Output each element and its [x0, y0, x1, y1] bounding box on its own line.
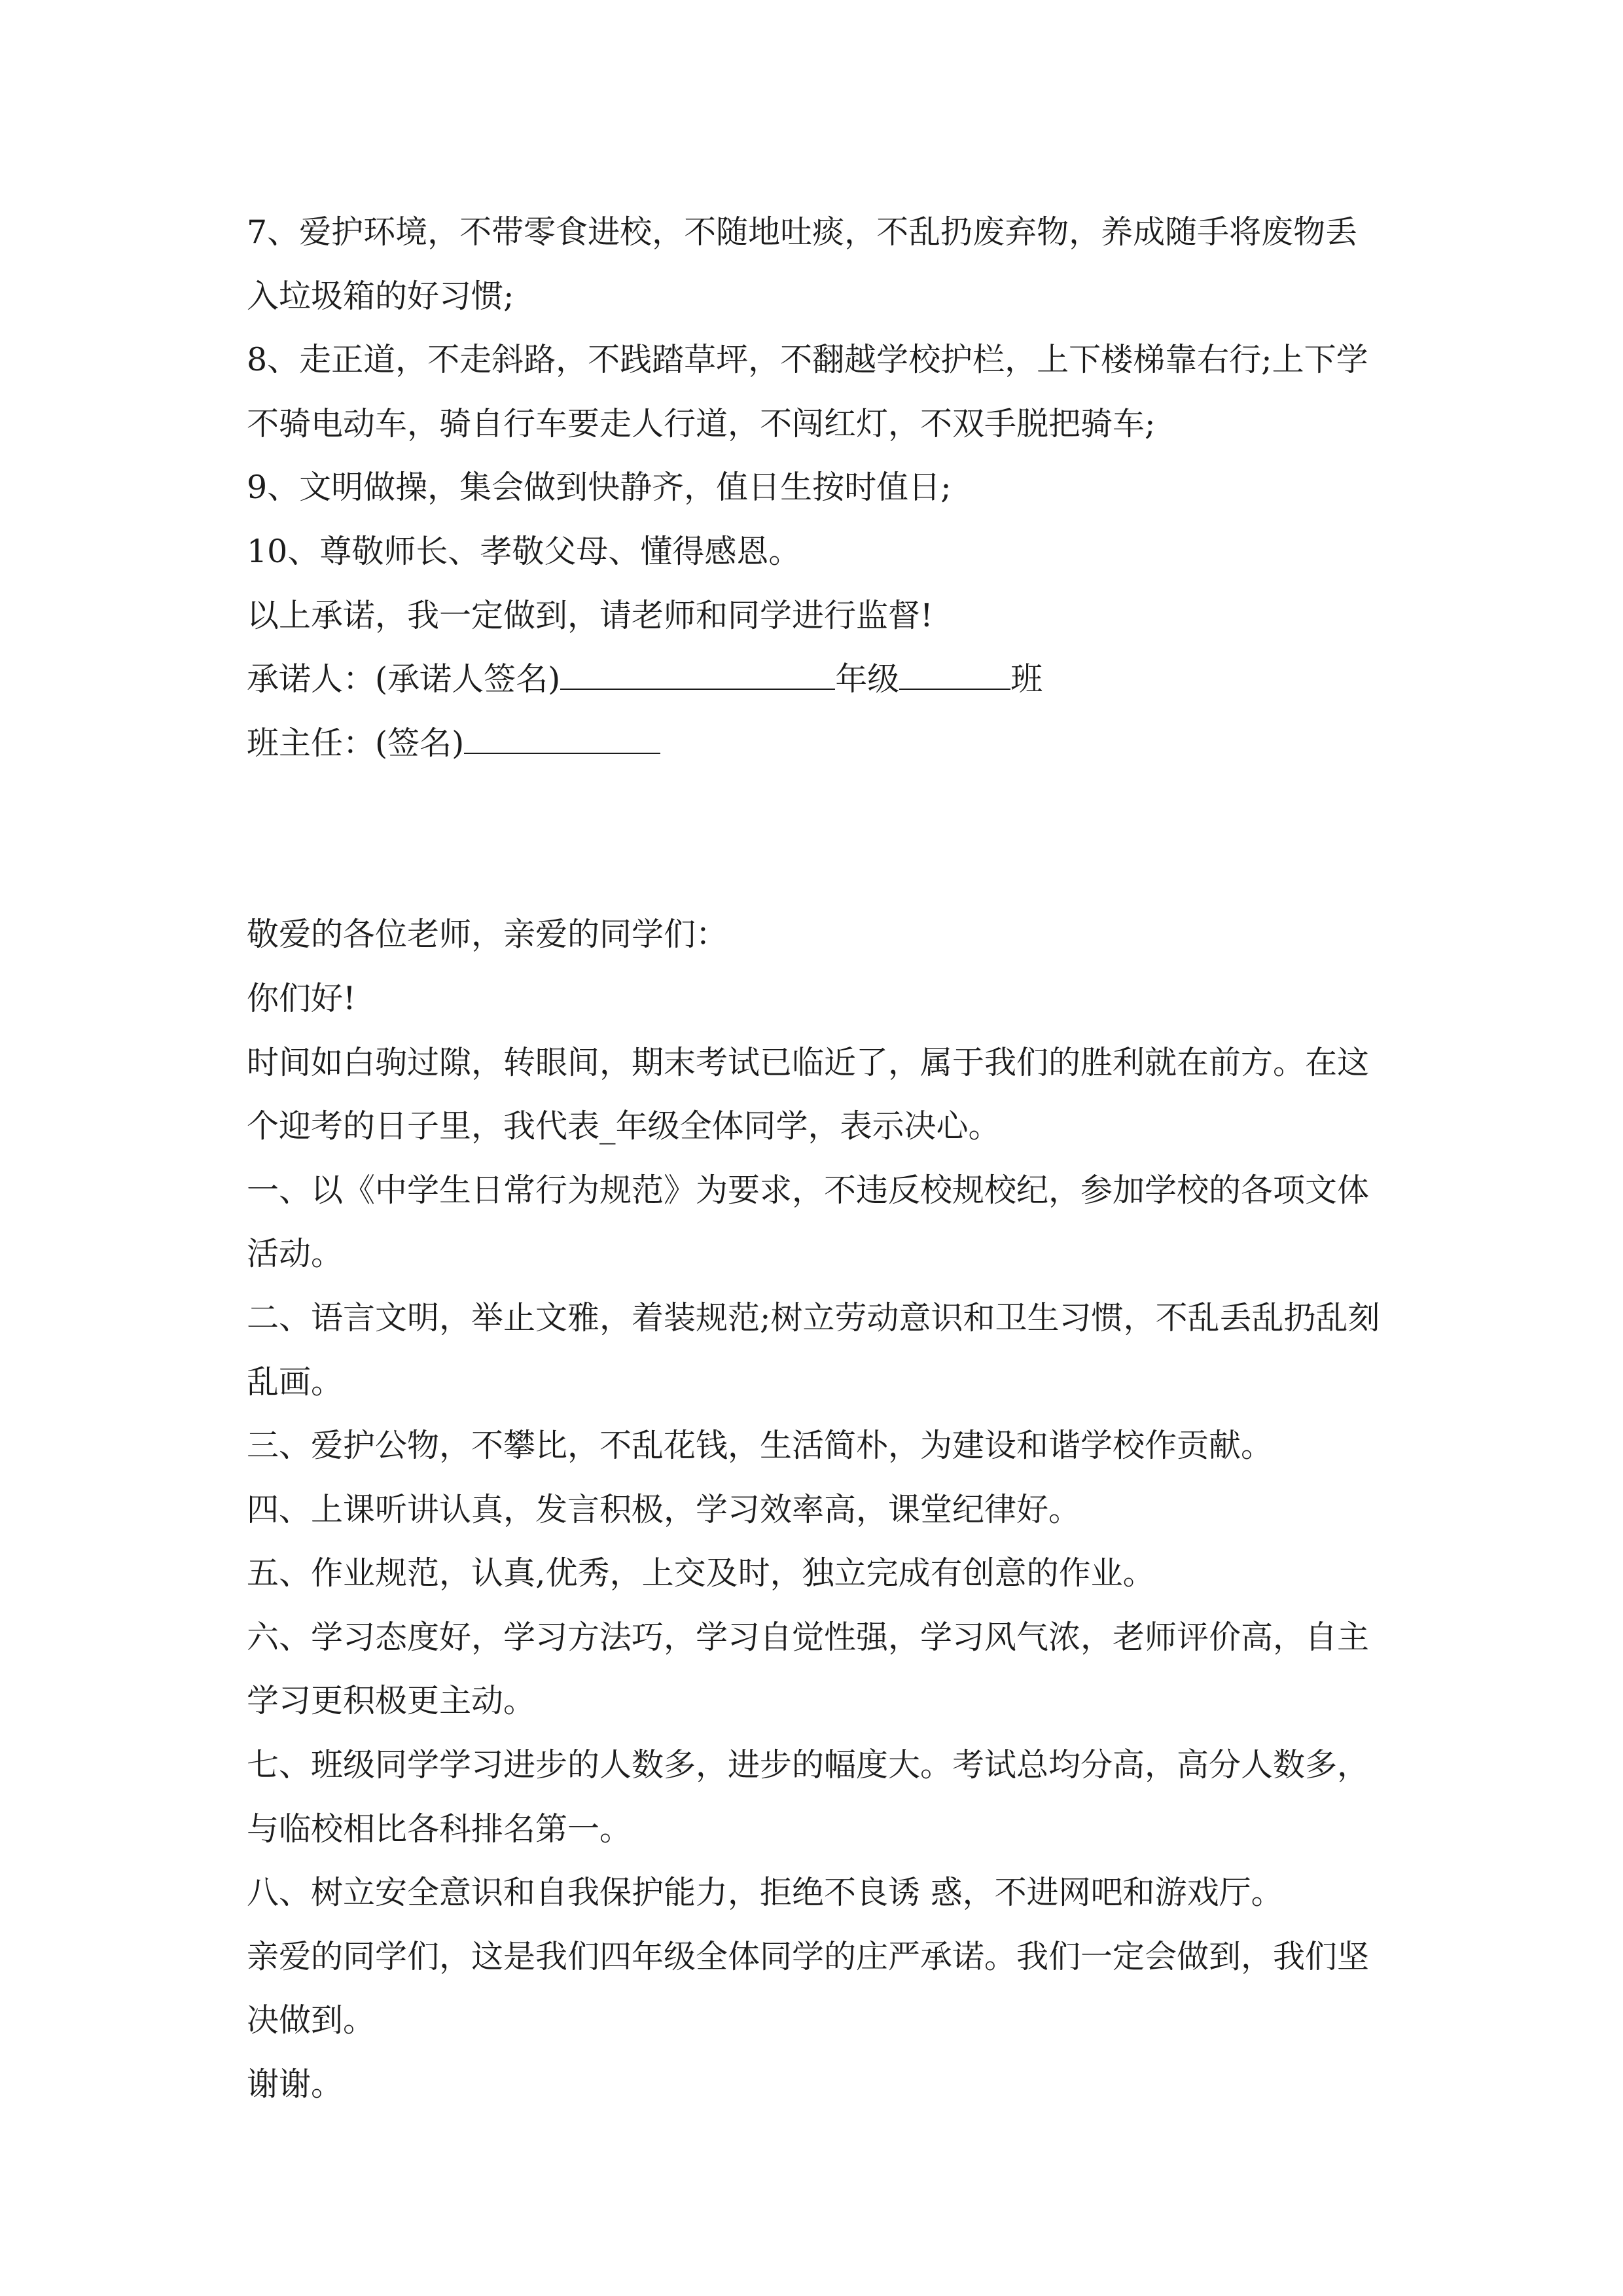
speech-paragraph: 二、语言文明，举止文雅，着装规范;树立劳动意识和卫生习惯，不乱丢乱扔乱刻乱画。: [247, 1299, 1380, 1401]
speech-paragraph: 亲爱的同学们，这是我们四年级全体同学的庄严承诺。我们一定会做到，我们坚决做到。: [247, 1937, 1370, 2039]
speech-salutation: 敬爱的各位老师，亲爱的同学们：: [247, 916, 728, 954]
speech-paragraph: 七、班级同学学习进步的人数多，进步的幅度大。考试总均分高，高分人数多，与临校相比各科排名第一。: [247, 1746, 1370, 1848]
signature-line: [247, 647, 1389, 711]
pledge-item: 7、爱护环境，不带零食进校，不随地吐痰，不乱扔废弃物，养成随手将废物丢入垃圾箱的好习惯;: [247, 213, 1358, 315]
pledge-conclusion: 以上承诺，我一定做到，请老师和同学进行监督!: [247, 596, 933, 634]
speech-closing: 谢谢。: [247, 2066, 344, 2104]
speech-paragraph: 八、树立安全意识和自我保护能力，拒绝不良诱 惑，不进网吧和游戏厅。: [247, 1874, 1283, 1912]
class-label: 班: [1010, 660, 1043, 698]
speech-paragraph: 五、作业规范，认真,优秀，上交及时，独立完成有创意的作业。: [247, 1554, 1155, 1592]
document-body: [247, 200, 1389, 2117]
grade-label: 年级: [835, 660, 900, 698]
speech-paragraph: 三、爱护公物，不攀比，不乱花钱，生活简朴，为建设和谐学校作贡献。: [247, 1427, 1274, 1465]
signature-label: 承诺人：(承诺人签名): [247, 660, 561, 698]
signature-blank: [560, 660, 835, 690]
speech-greeting: 你们好!: [247, 979, 356, 1017]
grade-blank: [899, 660, 1010, 690]
speech-paragraph: 一、以《中学生日常行为规范》为要求，不违反校规校纪，参加学校的各项文体活动。: [247, 1171, 1370, 1273]
pledge-item: 10、尊敬师长、孝敬父母、懂得感恩。: [247, 532, 801, 570]
speech-paragraph: 四、上课听讲认真，发言积极，学习效率高，课堂纪律好。: [247, 1490, 1081, 1528]
teacher-label: 班主任：(签名): [247, 724, 465, 762]
speech-paragraph: 六、学习态度好，学习方法巧，学习自觉性强，学习风气浓，老师评价高，自主学习更积极更主动。: [247, 1618, 1370, 1720]
section-gap: [247, 775, 1389, 903]
speech-paragraph: 时间如白驹过隙，转眼间，期末考试已临近了，属于我们的胜利就在前方。在这个迎考的日子里，我代表_年级全体同学，表示决心。: [247, 1043, 1370, 1145]
teacher-signature-line: [247, 711, 1389, 776]
pledge-item: 8、走正道，不走斜路，不践踏草坪，不翻越学校护栏，上下楼梯靠右行;上下学不骑电动车，骑自行车要走人行道，不闯红灯，不双手脱把骑车;: [247, 341, 1368, 442]
teacher-blank: [464, 724, 660, 754]
pledge-item: 9、文明做操，集会做到快静齐，值日生按时值日;: [247, 469, 952, 507]
